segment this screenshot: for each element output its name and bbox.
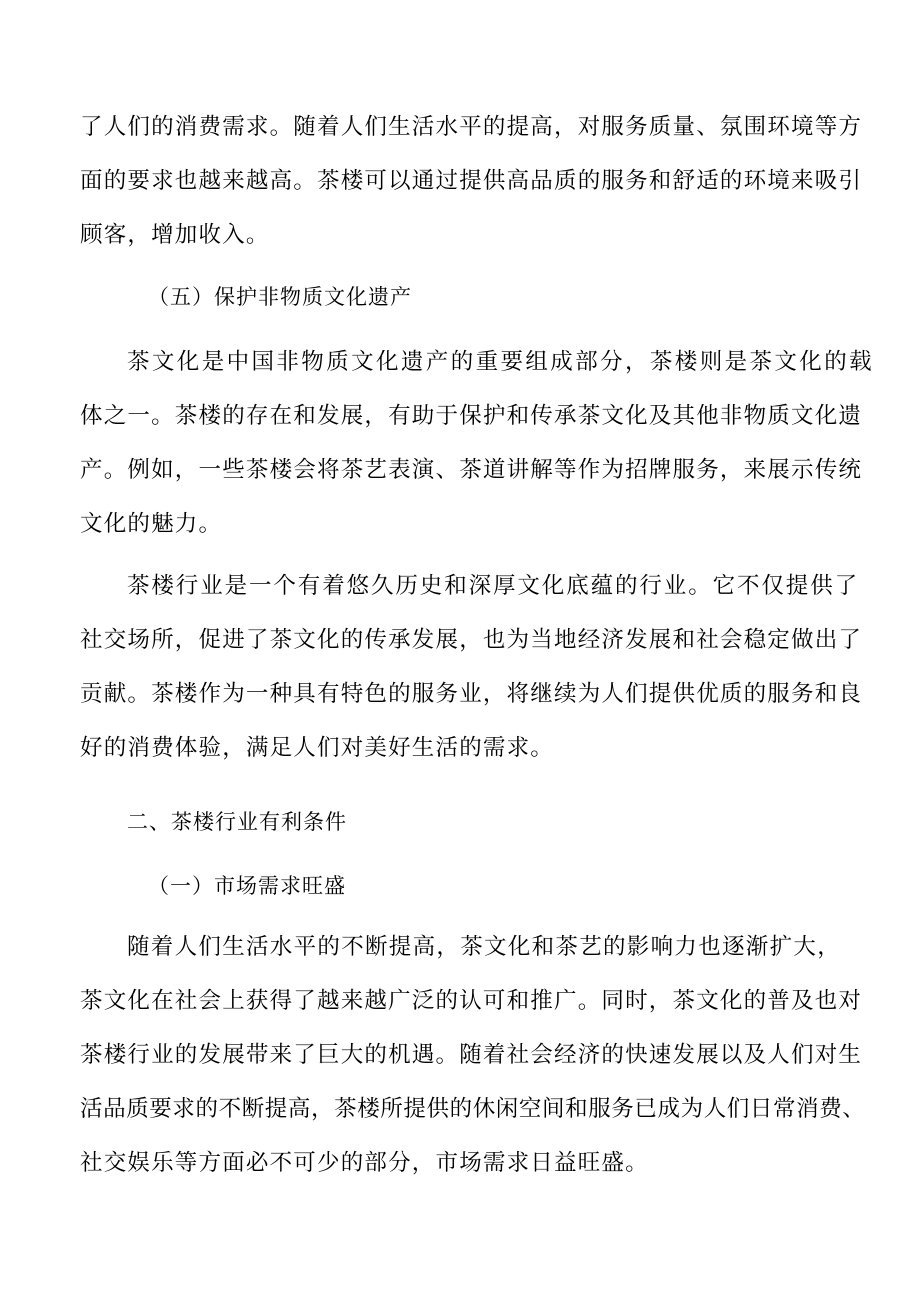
paragraph-line: 贡献。茶楼作为一种具有特色的服务业，将继续为人们提供优质的服务和良 bbox=[80, 681, 863, 707]
paragraph-line: 茶楼行业是一个有着悠久历史和深厚文化底蕴的行业。它不仅提供了 bbox=[127, 573, 860, 599]
paragraph-line: 茶文化是中国非物质文化遗产的重要组成部分，茶楼则是茶文化的载 bbox=[127, 349, 875, 375]
section-heading-1: （一）市场需求旺盛 bbox=[148, 874, 346, 898]
paragraph-line: 活品质要求的不断提高，茶楼所提供的休闲空间和服务已成为人们日常消费、 bbox=[80, 1096, 866, 1122]
paragraph-line: 茶楼行业的发展带来了巨大的机遇。随着社会经济的快速发展以及人们对生 bbox=[80, 1042, 863, 1068]
paragraph-line: 面的要求也越来越高。茶楼可以通过提供高品质的服务和舒适的环境来吸引 bbox=[80, 168, 863, 194]
paragraph-line: 社交娱乐等方面必不可少的部分，市场需求日益旺盛。 bbox=[80, 1150, 649, 1176]
chapter-heading: 二、茶楼行业有利条件 bbox=[127, 810, 347, 834]
paragraph-line: 了人们的消费需求。随着人们生活水平的提高，对服务质量、氛围环境等方 bbox=[80, 114, 863, 140]
paragraph-line: 体之一。茶楼的存在和发展，有助于保护和传承茶文化及其他非物质文化遗 bbox=[80, 403, 863, 429]
section-heading-5: （五）保护非物质文化遗产 bbox=[148, 285, 412, 309]
paragraph-line: 随着人们生活水平的不断提高，茶文化和茶艺的影响力也逐渐扩大， bbox=[127, 934, 842, 960]
paragraph-line: 社交场所，促进了茶文化的传承发展，也为当地经济发展和社会稳定做出了 bbox=[80, 627, 863, 653]
paragraph-line: 好的消费体验，满足人们对美好生活的需求。 bbox=[80, 735, 555, 761]
paragraph-line: 茶文化在社会上获得了越来越广泛的认可和推广。同时，茶文化的普及也对 bbox=[80, 988, 863, 1014]
paragraph-line: 文化的魅力。 bbox=[80, 511, 223, 537]
paragraph-line: 产。例如，一些茶楼会将茶艺表演、茶道讲解等作为招牌服务，来展示传统 bbox=[80, 457, 863, 483]
paragraph-line: 顾客，增加收入。 bbox=[80, 222, 270, 248]
